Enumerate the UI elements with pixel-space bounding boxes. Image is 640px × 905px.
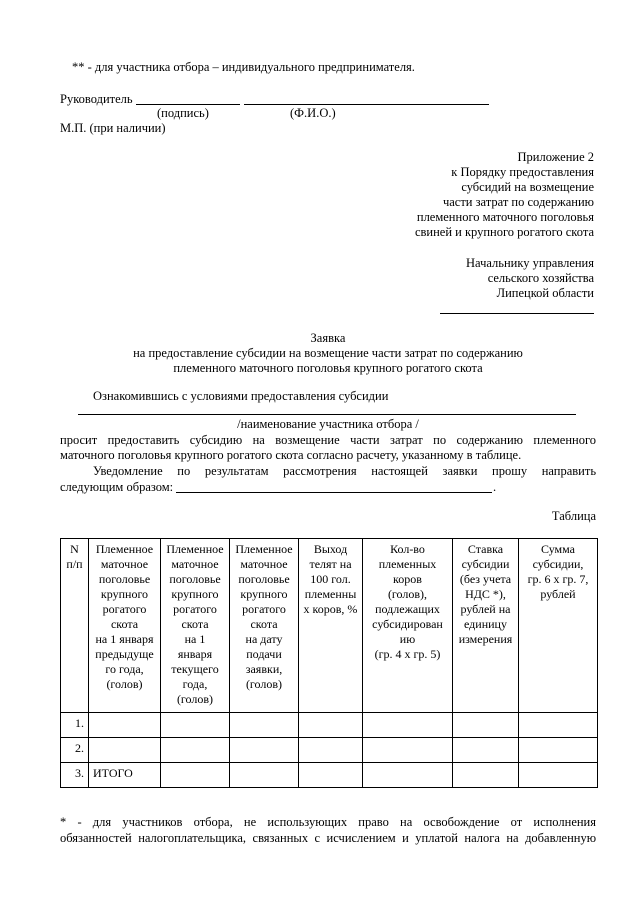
table-cell	[453, 713, 519, 738]
notice-word: Уведомление	[93, 464, 163, 478]
participant-name-caption: /наименование участника отбора /	[237, 417, 419, 431]
footnote-line-1	[60, 815, 596, 830]
appendix-line-6: свиней и крупного рогатого скота	[414, 225, 594, 239]
notice-method-line	[176, 492, 492, 493]
signature-caption: (подпись)	[157, 106, 209, 120]
footnote-word: использующих	[267, 815, 348, 829]
header-cell-line: племенных	[378, 557, 437, 571]
header-cell-line: субсидирован	[372, 617, 443, 631]
header-cell-line: на 1	[184, 632, 206, 646]
header-cell-line: ию	[399, 632, 416, 646]
header-cell-line: (гр. 4 х гр. 5)	[374, 647, 441, 661]
request-word: субсидию	[189, 433, 243, 447]
row-number: 3.	[61, 763, 89, 788]
header-cell-2	[89, 539, 161, 713]
request-line-2: маточного поголовья крупного рогатого скота согласно расчету, указанному в таблице.	[60, 448, 522, 462]
header-cell-line: племенны	[304, 587, 357, 601]
header-cell-line: НДС *),	[465, 587, 506, 601]
footnote-word: исполнения	[533, 815, 596, 829]
table-cell	[453, 763, 519, 788]
header-cell-line: (голов)	[176, 692, 214, 706]
header-cell-line: гр. 6 х гр. 7,	[527, 572, 589, 586]
appendix-line-1: Приложение 2	[517, 150, 594, 164]
header-cell-line: Племенное	[235, 542, 293, 556]
header-cell-line: Выход	[313, 542, 348, 556]
table-cell	[230, 763, 299, 788]
header-cell-4	[230, 539, 299, 713]
header-cell-line: января	[177, 647, 213, 661]
table-header-row	[61, 539, 598, 713]
header-cell-line: рогатого	[173, 602, 217, 616]
header-cell-line: Сумма	[541, 542, 575, 556]
header-cell-line: рублей на	[460, 602, 511, 616]
table-cell	[161, 763, 230, 788]
footnote-word: на	[506, 831, 519, 845]
document-title: Заявка	[310, 331, 346, 345]
footnote-word: не	[243, 815, 257, 829]
notice-word: прошу	[492, 464, 528, 478]
table-cell	[230, 738, 299, 763]
footnote-word: участников	[122, 815, 183, 829]
header-cell-line: субсидии	[461, 557, 510, 571]
notice-line-2: следующим образом:	[60, 480, 174, 494]
header-cell-line: (голов),	[387, 587, 428, 601]
fio-line	[244, 104, 489, 105]
table-cell	[519, 738, 598, 763]
footnote-word: связанных	[252, 831, 309, 845]
table-label: Таблица	[551, 509, 596, 523]
stamp-label: М.П. (при наличии)	[60, 121, 166, 135]
table-cell	[519, 763, 598, 788]
header-cell-line: Ставка	[467, 542, 504, 556]
header-cell-line: субсидии,	[532, 557, 584, 571]
table-cell	[363, 713, 453, 738]
addressee-line-1: Начальнику управления	[466, 256, 594, 270]
header-cell-line: рогатого	[102, 602, 147, 616]
table-cell	[363, 738, 453, 763]
footnote-word: отбора,	[193, 815, 233, 829]
table-cell	[161, 713, 230, 738]
footnote-word: право	[358, 815, 389, 829]
footnote-word: добавленную	[525, 831, 597, 845]
notice-word: заявки	[442, 464, 478, 478]
request-word: затрат	[390, 433, 423, 447]
notice-word: по	[177, 464, 191, 478]
header-cell-line: Племенное	[166, 542, 224, 556]
addressee-line-2: сельского хозяйства	[487, 271, 594, 285]
notice-end: .	[493, 480, 497, 494]
header-cell-line: заявки,	[245, 662, 283, 676]
title-line-2: племенного маточного поголовья крупного рогатого скота	[173, 361, 483, 375]
footnote-word: с	[314, 831, 321, 845]
header-cell-line: крупного	[171, 587, 219, 601]
header-cell-line: х коров, %	[303, 602, 358, 616]
header-cell-line: Племенное	[95, 542, 154, 556]
table-cell	[363, 763, 453, 788]
request-word: просит	[60, 433, 98, 447]
footnote-word: -	[77, 815, 82, 829]
header-cell-line: коров	[393, 572, 422, 586]
header-cell-line: поголовье	[238, 572, 290, 586]
header-cell-line: крупного	[240, 587, 288, 601]
header-cell-line: маточное	[171, 557, 219, 571]
header-cell-line: измерения	[458, 632, 513, 646]
footnote-word: для	[92, 815, 112, 829]
table-row	[61, 738, 598, 763]
participant-name-line	[78, 414, 576, 415]
header-cell-3	[161, 539, 230, 713]
table-row	[61, 763, 598, 788]
header-cell-line: (голов)	[245, 677, 283, 691]
header-cell-line: поголовье	[98, 572, 151, 586]
appendix-line-3: субсидий на возмещение	[461, 180, 594, 194]
row-label: ИТОГО	[89, 763, 161, 788]
appendix-line-4: части затрат по содержанию	[442, 195, 594, 209]
appendix-line-2: к Порядку предоставления	[451, 165, 594, 179]
fio-caption: (Ф.И.О.)	[290, 106, 336, 120]
header-cell-line: текущего	[171, 662, 219, 676]
addressee-signature-line	[440, 313, 594, 314]
header-cell-5	[299, 539, 363, 713]
header-cell-line: скота	[110, 617, 139, 631]
request-line-1	[60, 433, 596, 448]
notice-word: направить	[541, 464, 597, 478]
request-word: предоставить	[107, 433, 180, 447]
header-cell-line: поголовье	[169, 572, 221, 586]
addressee-line-3: Липецкой области	[496, 286, 594, 300]
header-cell-line: Кол-во	[390, 542, 425, 556]
request-word: возмещение	[275, 433, 340, 447]
header-cell-line: подачи	[246, 647, 282, 661]
footnote-word: освобождение	[423, 815, 500, 829]
row-number: 2.	[61, 738, 89, 763]
header-cell-line: маточное	[100, 557, 149, 571]
footnote-individual: ** - для участника отбора – индивидуального предпринимателя.	[72, 60, 415, 74]
notice-word: результатам	[204, 464, 269, 478]
header-cell-1	[61, 539, 89, 713]
footnote-word: налогоплательщика,	[138, 831, 247, 845]
row-label	[89, 713, 161, 738]
notice-word: настоящей	[371, 464, 428, 478]
request-word: части	[350, 433, 380, 447]
table-cell	[519, 713, 598, 738]
header-cell-line: маточное	[240, 557, 288, 571]
footnote-word: обязанностей	[60, 831, 132, 845]
request-word: содержанию	[456, 433, 523, 447]
request-word: племенного	[533, 433, 597, 447]
header-cell-line: 100 гол.	[310, 572, 351, 586]
header-cell-line: на дату	[245, 632, 283, 646]
footnote-word: *	[60, 815, 67, 829]
table-cell	[299, 738, 363, 763]
header-cell-line: скота	[250, 617, 278, 631]
table-cell	[299, 713, 363, 738]
footnote-word: налога	[464, 831, 500, 845]
header-cell-line: предыдуще	[95, 647, 154, 661]
header-cell-7	[453, 539, 519, 713]
header-cell-line: п/п	[66, 557, 83, 571]
header-cell-line: крупного	[100, 587, 149, 601]
header-cell-line: скота	[181, 617, 209, 631]
title-line-1: на предоставление субсидии на возмещение части затрат по содержанию	[133, 346, 523, 360]
footnote-line-2	[60, 831, 596, 846]
header-cell-line: рублей	[540, 587, 576, 601]
header-cell-line: телят на	[309, 557, 352, 571]
notice-word: рассмотрения	[283, 464, 357, 478]
table-row	[61, 713, 598, 738]
row-number: 1.	[61, 713, 89, 738]
header-cell-line: го года,	[105, 662, 144, 676]
header-cell-line: года,	[182, 677, 208, 691]
table-cell	[161, 738, 230, 763]
table-cell	[453, 738, 519, 763]
head-label: Руководитель	[60, 92, 133, 106]
header-cell-6	[363, 539, 453, 713]
header-cell-line: единицу	[464, 617, 507, 631]
header-cell-line: на 1 января	[95, 632, 154, 646]
request-word: на	[252, 433, 265, 447]
request-word: по	[433, 433, 447, 447]
footnote-word: исчислением	[326, 831, 396, 845]
footnote-word: от	[510, 815, 523, 829]
header-cell-line: (без учета	[459, 572, 512, 586]
intro-text: Ознакомившись с условиями предоставления субсидии	[93, 389, 389, 403]
table-cell	[299, 763, 363, 788]
row-label	[89, 738, 161, 763]
appendix-line-5: племенного маточного поголовья	[416, 210, 594, 224]
notice-line-1	[93, 464, 596, 479]
signature-line	[136, 104, 240, 105]
header-cell-line: подлежащих	[375, 602, 440, 616]
header-cell-line: (голов)	[106, 677, 143, 691]
header-cell-8	[519, 539, 598, 713]
subsidy-table	[60, 538, 598, 788]
footnote-word: и	[402, 831, 409, 845]
footnote-word: на	[400, 815, 413, 829]
header-cell-line: N	[70, 542, 79, 556]
footnote-word: уплатой	[415, 831, 458, 845]
table-cell	[230, 713, 299, 738]
header-cell-line: рогатого	[242, 602, 286, 616]
